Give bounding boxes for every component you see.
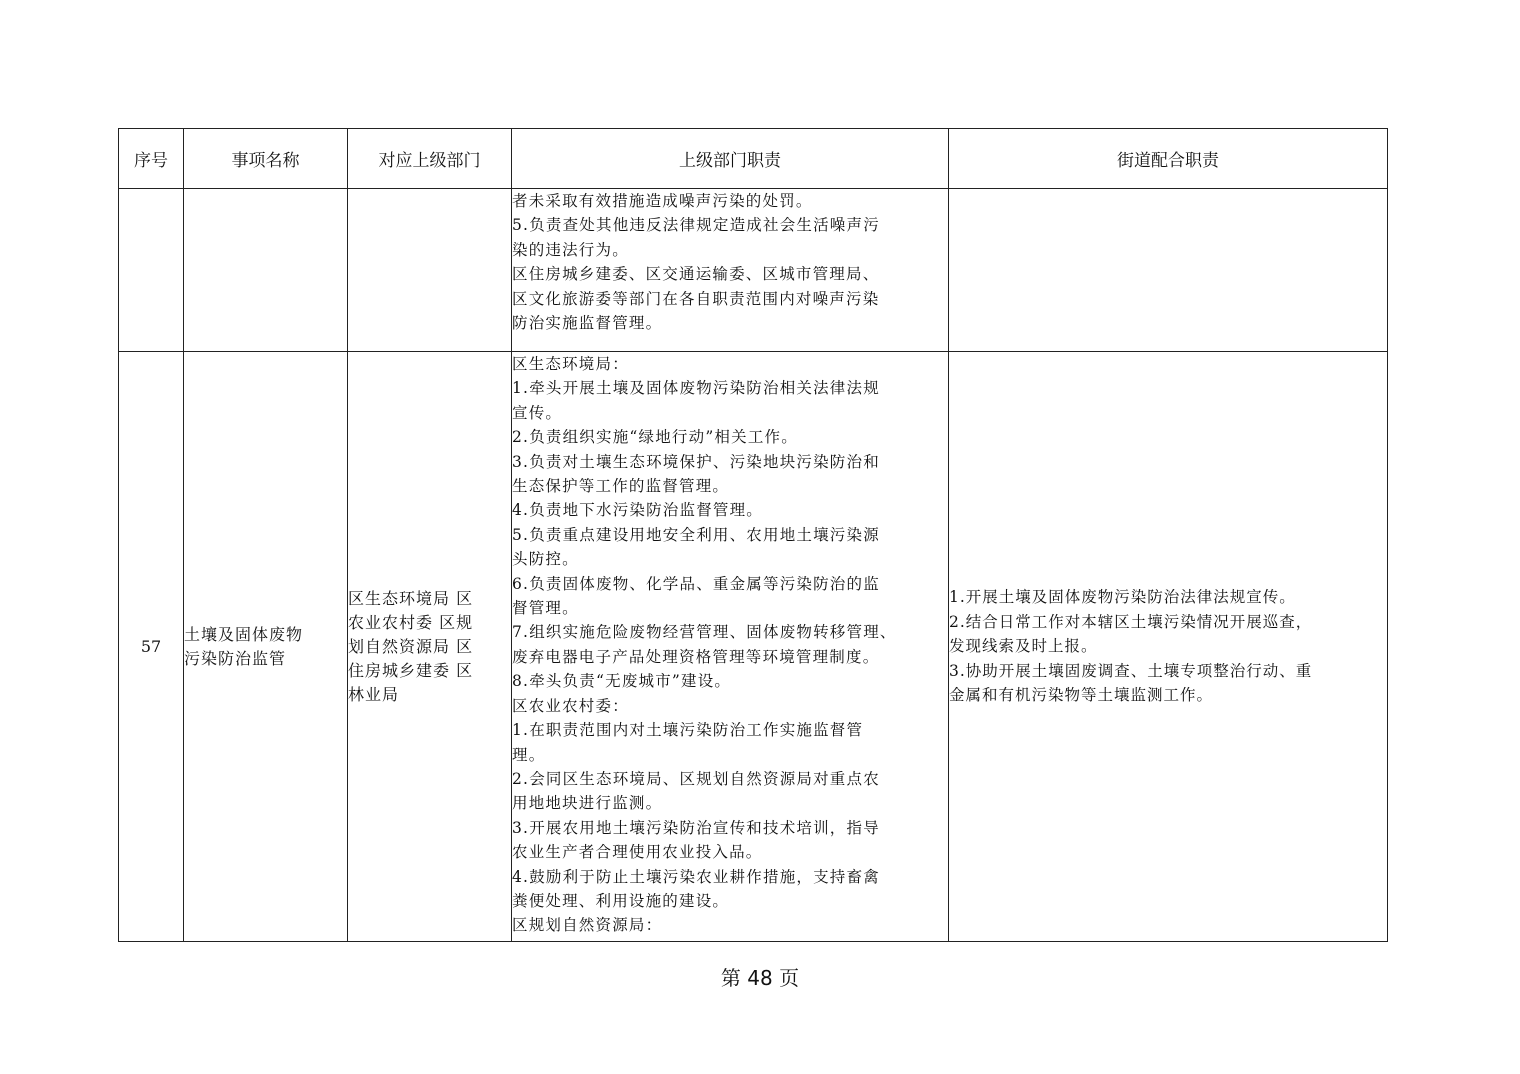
page-number: 第 48 页 <box>720 966 800 990</box>
street-duty-line: 发现线索及时上报。 <box>949 637 1098 656</box>
street-duty-line: 2.结合日常工作对本辖区土壤污染情况开展巡查， <box>949 612 1313 631</box>
duty-line: 区农业农村委： <box>512 696 629 715</box>
table-row <box>119 352 1388 942</box>
header-street-duties: 街道配合职责 <box>949 129 1388 189</box>
table-header-row <box>119 129 1388 189</box>
duty-line: 区规划自然资源局： <box>512 916 663 935</box>
row-duty-cell <box>512 352 949 942</box>
item-name-line: 污染防治监管 <box>184 648 287 668</box>
duty-line: 2.负责组织实施“绿地行动”相关工作。 <box>512 428 798 447</box>
table-row <box>119 189 1388 352</box>
dept-line: 农业农村委 区规 <box>348 612 474 632</box>
header-index: 序号 <box>119 129 184 189</box>
duty-line: 粪便处理、利用设施的建设。 <box>512 891 730 910</box>
duty-line: 5.负责查处其他违反法律规定造成社会生活噪声污 <box>512 216 880 235</box>
row-index-cell <box>119 189 184 352</box>
dept-line: 区生态环境局 区 <box>348 588 474 608</box>
row-duty-cell <box>512 189 949 352</box>
header-superior-dept: 对应上级部门 <box>348 129 512 189</box>
duty-line: 区住房城乡建委、区交通运输委、区城市管理局、 <box>512 265 880 284</box>
dept-line: 划自然资源局 区 <box>348 636 474 656</box>
row-dept-cell <box>348 189 512 352</box>
duty-line: 3.负责对土壤生态环境保护、污染地块污染防治和 <box>512 452 880 471</box>
duty-line: 染的违法行为。 <box>512 240 629 259</box>
dept-line: 林业局 <box>348 684 400 704</box>
dept-line: 住房城乡建委 区 <box>348 660 474 680</box>
duty-line: 农业生产者合理使用农业投入品。 <box>512 843 763 862</box>
duty-line: 2.会同区生态环境局、区规划自然资源局对重点农 <box>512 769 880 788</box>
row-item-name-cell <box>184 189 348 352</box>
duty-line: 3.开展农用地土壤污染防治宣传和技术培训，指导 <box>512 818 880 837</box>
duty-line: 督管理。 <box>512 599 579 618</box>
row-dept-cell <box>348 352 512 942</box>
duty-line: 1.在职责范围内对土壤污染防治工作实施监督管 <box>512 721 864 740</box>
street-duty-line: 1.开展土壤及固体废物污染防治法律法规宣传。 <box>949 588 1296 607</box>
duty-line: 生态保护等工作的监督管理。 <box>512 477 730 496</box>
row-street-cell <box>949 352 1388 942</box>
header-superior-duties: 上级部门职责 <box>512 129 949 189</box>
duty-line: 者未采取有效措施造成噪声污染的处罚。 <box>512 192 813 210</box>
duty-line: 区生态环境局： <box>512 355 629 373</box>
duty-line: 宣传。 <box>512 403 563 422</box>
duty-line: 1.牵头开展土壤及固体废物污染防治相关法律法规 <box>512 379 880 398</box>
duty-line: 8.牵头负责“无废城市”建设。 <box>512 672 732 691</box>
duty-line: 4.负责地下水污染防治监督管理。 <box>512 501 763 520</box>
row-street-cell <box>949 189 1388 352</box>
duty-line: 5.负责重点建设用地安全利用、农用地土壤污染源 <box>512 525 880 544</box>
duty-line: 头防控。 <box>512 550 579 569</box>
duty-line: 理。 <box>512 745 546 764</box>
row-index-cell: 57 <box>119 352 184 942</box>
duties-table <box>118 128 1388 942</box>
duty-line: 4.鼓励利于防止土壤污染农业耕作措施，支持畜禽 <box>512 867 880 886</box>
duty-line: 6.负责固体废物、化学品、重金属等污染防治的监 <box>512 574 880 593</box>
row-item-name-cell <box>184 352 348 942</box>
header-item-name: 事项名称 <box>184 129 348 189</box>
street-duty-line: 3.协助开展土壤固废调查、土壤专项整治行动、重 <box>949 661 1313 680</box>
duty-line: 用地地块进行监测。 <box>512 794 663 813</box>
duty-line: 防治实施监督管理。 <box>512 314 663 333</box>
duty-line: 废弃电器电子产品处理资格管理等环境管理制度。 <box>512 647 880 666</box>
duty-line: 7.组织实施危险废物经营管理、固体废物转移管理、 <box>512 623 897 642</box>
street-duty-line: 金属和有机污染物等土壤监测工作。 <box>949 686 1214 705</box>
item-name-line: 土壤及固体废物 <box>184 624 304 644</box>
duty-line: 区文化旅游委等部门在各自职责范围内对噪声污染 <box>512 289 880 308</box>
